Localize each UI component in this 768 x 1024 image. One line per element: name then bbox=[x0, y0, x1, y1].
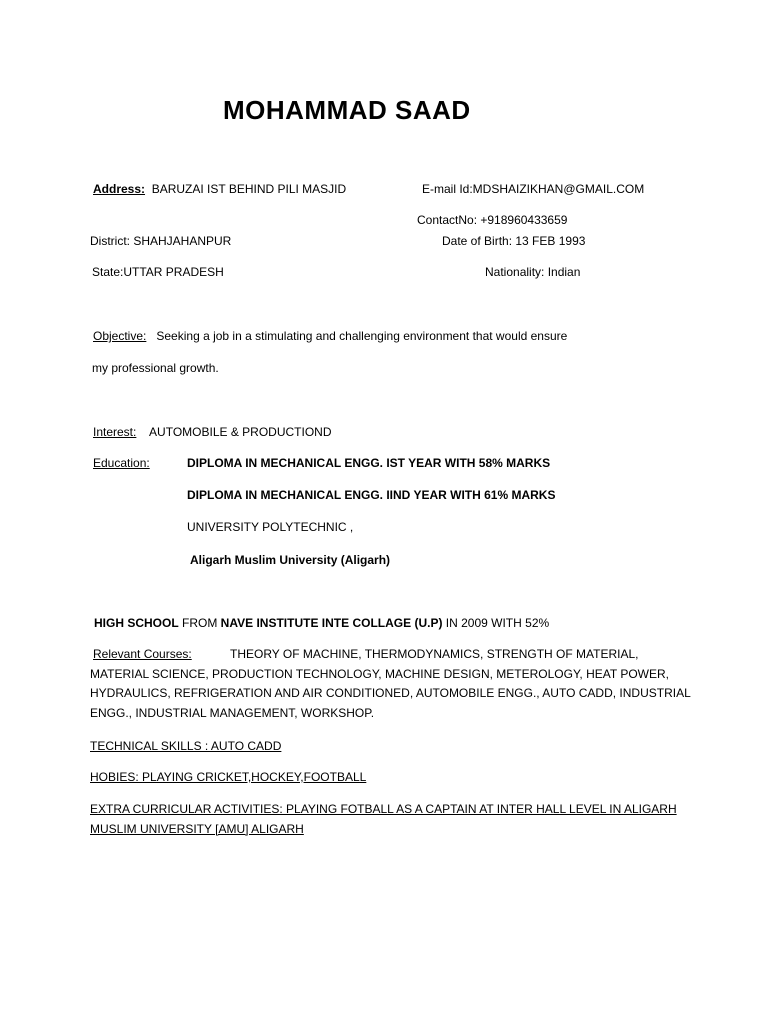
high-school-from: FROM bbox=[178, 616, 221, 630]
education-label: Education: bbox=[93, 456, 150, 470]
education-line-1: DIPLOMA IN MECHANICAL ENGG. IST YEAR WITH 58% MARKS bbox=[187, 456, 551, 470]
hobbies: HOBIES: PLAYING CRICKET,HOCKEY,FOOTBALL bbox=[90, 770, 367, 784]
address-label: Address: bbox=[93, 182, 146, 196]
courses-line-3: HYDRAULICS, REFRIGERATION AND AIR CONDITIONED, AUTOMOBILE ENGG., AUTO CADD, INDUSTRIAL bbox=[90, 686, 691, 700]
courses-line-1-row bbox=[90, 645, 710, 665]
interest-value: AUTOMOBILE & PRODUCTIOND bbox=[149, 425, 332, 439]
state-text: State:UTTAR PRADESH bbox=[92, 265, 224, 279]
address-row bbox=[93, 182, 346, 197]
courses-line-2: MATERIAL SCIENCE, PRODUCTION TECHNOLOGY, MACHINE DESIGN, METEROLOGY, HEAT POWER, bbox=[90, 666, 669, 681]
email-text: E-mail Id:MDSHAIZIKHAN@GMAIL.COM bbox=[422, 182, 645, 196]
high-school-row bbox=[94, 616, 549, 631]
date-of-birth: Date of Birth: 13 FEB 1993 bbox=[442, 234, 586, 248]
courses-line-1: THEORY OF MACHINE, THERMODYNAMICS, STRENGTH OF MATERIAL, bbox=[230, 647, 639, 661]
district-text: District: SHAHJAHANPUR bbox=[90, 234, 232, 248]
education-line-4: Aligarh Muslim University (Aligarh) bbox=[190, 553, 391, 567]
contact-number: ContactNo: +918960433659 bbox=[417, 213, 568, 227]
interest-row bbox=[93, 425, 332, 440]
education-line-2: DIPLOMA IN MECHANICAL ENGG. IIND YEAR WITH 61% MARKS bbox=[187, 488, 556, 502]
extra-curricular-line-1: EXTRA CURRICULAR ACTIVITIES: PLAYING FOTBALL AS A CAPTAIN AT INTER HALL LEVEL IN ALIGARH bbox=[90, 802, 677, 816]
courses-label: Relevant Courses: bbox=[93, 647, 192, 661]
courses-line-4: ENGG., INDUSTRIAL MANAGEMENT, WORKSHOP. bbox=[90, 705, 375, 720]
objective-row bbox=[93, 329, 567, 344]
objective-label: Objective: bbox=[93, 329, 147, 343]
nationality-text: Nationality: Indian bbox=[485, 265, 581, 279]
extra-curricular-line-2: MUSLIM UNIVERSITY [AMU] ALIGARH bbox=[90, 822, 304, 836]
relevant-courses bbox=[90, 645, 710, 723]
candidate-name: MOHAMMAD SAAD bbox=[223, 95, 471, 125]
objective-line-2: my professional growth. bbox=[92, 361, 219, 375]
address-value: BARUZAI IST BEHIND PILI MASJID bbox=[151, 182, 347, 196]
high-school-institute: NAVE INSTITUTE INTE COLLAGE (U.P) bbox=[220, 616, 443, 630]
high-school-label: HIGH SCHOOL bbox=[94, 616, 179, 630]
education-line-3: UNIVERSITY POLYTECHNIC , bbox=[187, 520, 354, 534]
objective-line-1: Seeking a job in a stimulating and challenging environment that would ensure bbox=[156, 329, 568, 343]
interest-label: Interest: bbox=[93, 425, 137, 439]
high-school-result: IN 2009 WITH 52% bbox=[442, 616, 550, 630]
technical-skills: TECHNICAL SKILLS : AUTO CADD bbox=[90, 739, 282, 753]
